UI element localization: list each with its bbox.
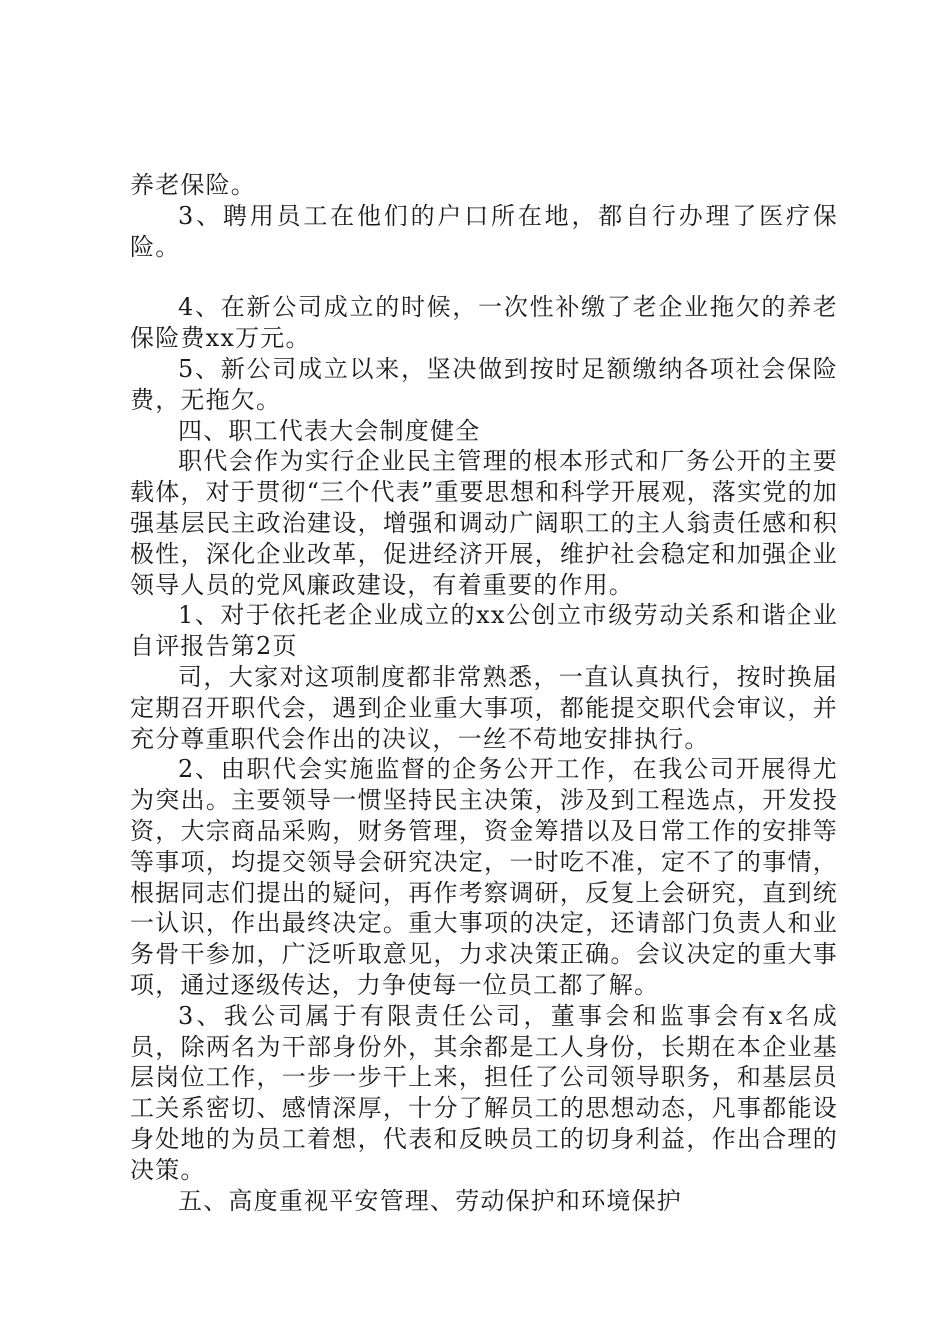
section-heading-4: 四、职工代表大会制度健全: [178, 416, 481, 445]
paragraph-item-2: 2、由职代会实施监督的企务公开工作，在我公司开展得尤为突出。主要领导一惯坚持民主决策，涉及到工程选点，开发投资，大宗商品采购，财务管理，资金筹措以及日常工作的安排等等事项，均提交领导会研究决定，一时吃不准，定不了的事情，根据同志们提出的疑问，再作考察调研，反复上会研究，直到统一认识，作出最终决定。重大事项的决定，还请部门负责人和业务骨干参加，广泛听取意见，力求决策正确。会议决定的重大事项，通过逐级传达，力争使每一位员工都了解。: [130, 755, 838, 999]
paragraph-pension-end: 养老保险。: [130, 171, 256, 199]
paragraph-item-3: 3、我公司属于有限责任公司，董事会和监事会有x名成员，除两名为干部身份外，其余都是工人身份，长期在本企业基层岗位工作，一步一步干上来，担任了公司领导职务，和基层员工关系密切、感情深厚，十分了解员工的思想动态，凡事都能设身处地的为员工着想，代表和反映员工的切身利益，作出合理的决策。: [130, 1001, 838, 1184]
paragraph-medical-insurance: 3、聘用员工在他们的户口所在地，都自行办理了医疗保险。: [130, 201, 838, 261]
paragraph-pension-backpay: 4、在新公司成立的时候，一次性补缴了老企业拖欠的养老保险费xx万元。: [130, 293, 838, 353]
paragraph-congress-role: 职代会作为实行企业民主管理的根本形式和厂务公开的主要载体，对于贯彻“三个代表”重要思想和科学开展观，落实党的加强基层民主政治建设，增强和调动广阔职工的主人翁责任感和积极性，深化企业改革，促进经济开展，维护社会稳定和加强企业领导人员的党风廉政建设，有着重要的作用。: [130, 447, 838, 599]
blank-line: [130, 262, 838, 292]
paragraph-item-1-header: 1、对于依托老企业成立的xx公创立市级劳动关系和谐企业自评报告第2页: [130, 601, 838, 661]
paragraph-item-1-body: 司，大家对这项制度都非常熟悉，一直认真执行，按时换届定期召开职代会，遇到企业重大事项，都能提交职代会审议，并充分尊重职代会作出的决议，一丝不苟地安排执行。: [130, 662, 838, 753]
paragraph-insurance-payment: 5、新公司成立以来，坚决做到按时足额缴纳各项社会保险费，无拖欠。: [130, 354, 838, 414]
section-heading-5: 五、高度重视平安管理、劳动保护和环境保护: [178, 1186, 682, 1215]
document-body: [130, 170, 838, 1216]
